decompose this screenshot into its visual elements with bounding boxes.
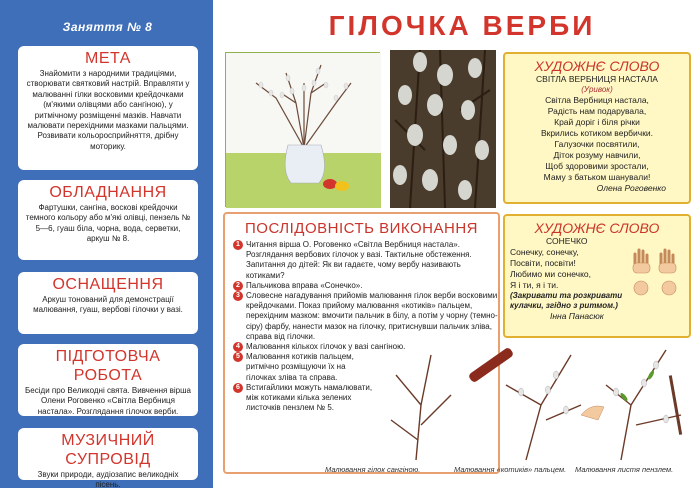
list-item [233, 291, 498, 342]
list-item [233, 240, 498, 281]
poem-line: Світла Вербниця настала, [545, 95, 649, 105]
goal-card [18, 46, 198, 170]
poem-line: Вкрились котиком вербички. [540, 128, 654, 138]
step-text: Малювання кількох гілочок у вазі сангіною. [246, 342, 406, 352]
goal-text: Знайомити з народними традиціями, створювати святковий настрій. Вправляти у малюванні гілки восковими крейдочками (м'якими олівцями або сангіною), у ритмічному розміщенні мазків. Навчати малювати перехідними мазками пальцями. Розвивати кольоросприйняття, дрібну моторику. [26, 69, 190, 151]
step-number: 3 [233, 291, 243, 301]
lesson-label: Заняття № 8 [62, 20, 153, 34]
step-text: Малювання котиків пальцем, ритмічно розміщуючи їх на гілочках зліва та справа. [246, 352, 354, 382]
music-heading: МУЗИЧНИЙ СУПРОВІД [61, 432, 155, 468]
poem-line: Любимо ми сонечко, [510, 269, 591, 279]
sequence-heading: ПОСЛІДОВНІСТЬ ВИКОНАННЯ [245, 220, 478, 237]
music-card [18, 428, 198, 490]
step-number: 4 [233, 342, 243, 352]
poem-2-title: СОНЕЧКО [546, 236, 588, 246]
preparation-heading: ПІДГОТОВЧА РОБОТА [55, 348, 161, 384]
goal-heading: МЕТА [85, 50, 131, 67]
hands-icon [631, 246, 683, 298]
poem-line: Сонечку, сонечку, [510, 247, 579, 257]
step-number: 5 [233, 352, 243, 362]
art-word-poem-2 [503, 214, 691, 338]
poem-line: Щоб здоровими зростали, [545, 161, 649, 171]
poem-2-note: (Закривати та розкривати кулачки, згідно з ритмом.) [510, 291, 623, 310]
setup-card [18, 272, 198, 334]
art-word-poem-1 [503, 52, 691, 204]
setup-heading: ОСНАЩЕННЯ [52, 276, 164, 293]
art-heading-2: ХУДОЖНЄ СЛОВО [534, 220, 660, 236]
step-text: Встигайлики можуть намалювати, між котиками кілька зелених листочків пензлем № 5. [246, 382, 373, 413]
setup-text: Аркуш тонований для демонстрації малювання, гуаш, вербові гілочки у вазі. [33, 295, 183, 315]
step-number: 2 [233, 281, 243, 291]
caption-finger: Малювання «котиків» пальцем. [454, 465, 567, 474]
step-text: Читання вірша О. Роговенко «Світла Вербниця настала». Розглядання вербових гілочок у вазі. Тактильне обстеження. Запитання до дітей: Як ви гадаєте, чому вербу називають котиками? [246, 240, 472, 280]
equipment-text: Фартушки, сангіна, воскові крейдочки темного кольору або м'які олівці, пензель № 5—6, гуаш біла, чорна, вода, серветки, аркуш № 8. [25, 203, 191, 244]
preparation-text: Бесіди про Великодні свята. Вивчення вірша Олени Роговенко «Світла Вербниця настала». Розглядання гілочок верби. [25, 386, 191, 416]
poem-2-author: Інна Панасюк [550, 311, 604, 321]
poem-1-title: СВІТЛА ВЕРБНИЦЯ НАСТАЛА [536, 74, 658, 84]
music-text: Звуки природи, аудіозапис великодніх пісень. [37, 470, 179, 490]
poem-1-source: (Уривок) [581, 85, 613, 94]
caption-sanguine: Малювання гілок сангіною. [325, 465, 421, 474]
list-item [233, 281, 498, 291]
page-title: ГІЛОЧКА ВЕРБИ [328, 10, 596, 41]
step-text: Словесне нагадування прийомів малювання гілок верби восковими крейдочками. Показ прийому малювання «котиків» пальцем, перехідним мазком: вмочити пальчик в білу, а потім у чорну (темно-сіру) фарбу, нанести мазок на гілочку, притиснувши пальчик зліва, справа від гілочки. [246, 291, 498, 341]
poem-line: Край доріг і біля річки [554, 117, 640, 127]
poem-line: Радість нам подарувала, [547, 106, 647, 116]
step-text: Пальчикова вправа «Сонечко». [246, 280, 363, 290]
willow-catkins-photo [390, 50, 496, 208]
poem-line: Посвіти, посвіти! [510, 258, 576, 268]
equipment-heading: ОБЛАДНАННЯ [49, 184, 167, 201]
willow-vase-photo [225, 52, 380, 207]
poem-1-author: Олена Роговенко [596, 183, 666, 193]
step-number: 1 [233, 240, 243, 250]
step-number: 6 [233, 383, 243, 393]
art-heading-1: ХУДОЖНЄ СЛОВО [534, 58, 660, 74]
poem-line: Маму з батьком шанували! [543, 172, 651, 182]
preparation-card [18, 344, 198, 416]
equipment-card [18, 180, 198, 260]
poem-line: Я і ти, я і ти. [510, 280, 559, 290]
poem-line: Галузочки посвятили, [554, 139, 640, 149]
poem-line: Діток розуму навчили, [553, 150, 641, 160]
caption-brush: Малювання листя пензлем. [575, 465, 674, 474]
drawing-steps-illustration [226, 345, 698, 463]
